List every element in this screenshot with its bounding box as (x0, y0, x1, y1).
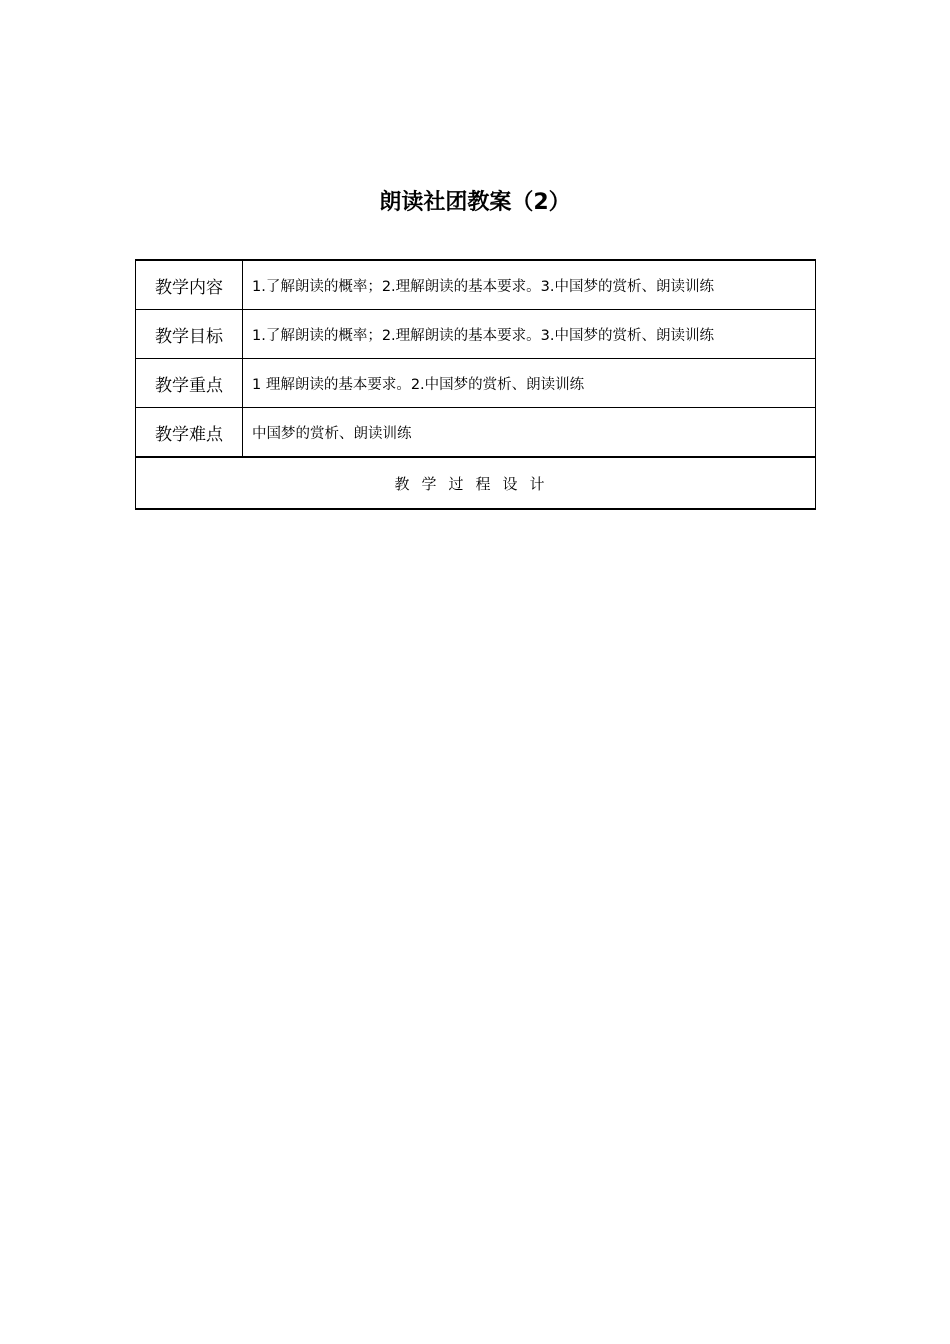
row-value: 中国梦的赏析、朗读训练 (243, 408, 816, 458)
table-row-objectives (136, 310, 816, 359)
table-row-difficulties (136, 408, 816, 458)
table-row-content (136, 260, 816, 310)
row-value: 1.了解朗读的概率；2.理解朗读的基本要求。3.中国梦的赏析、朗读训练 (243, 310, 816, 359)
page-title: 朗读社团教案（2） (379, 190, 571, 215)
section-heading: 教学过程设计 (136, 457, 816, 509)
row-label: 教学内容 (136, 260, 243, 310)
table-row-section-heading (136, 457, 816, 509)
row-value: 1.了解朗读的概率；2.理解朗读的基本要求。3.中国梦的赏析、朗读训练 (243, 260, 816, 310)
row-label: 教学难点 (136, 408, 243, 458)
table-row-key-points (136, 359, 816, 408)
row-label: 教学重点 (136, 359, 243, 408)
lesson-plan-table (135, 259, 816, 510)
row-value: 1 理解朗读的基本要求。2.中国梦的赏析、朗读训练 (243, 359, 816, 408)
row-label: 教学目标 (136, 310, 243, 359)
